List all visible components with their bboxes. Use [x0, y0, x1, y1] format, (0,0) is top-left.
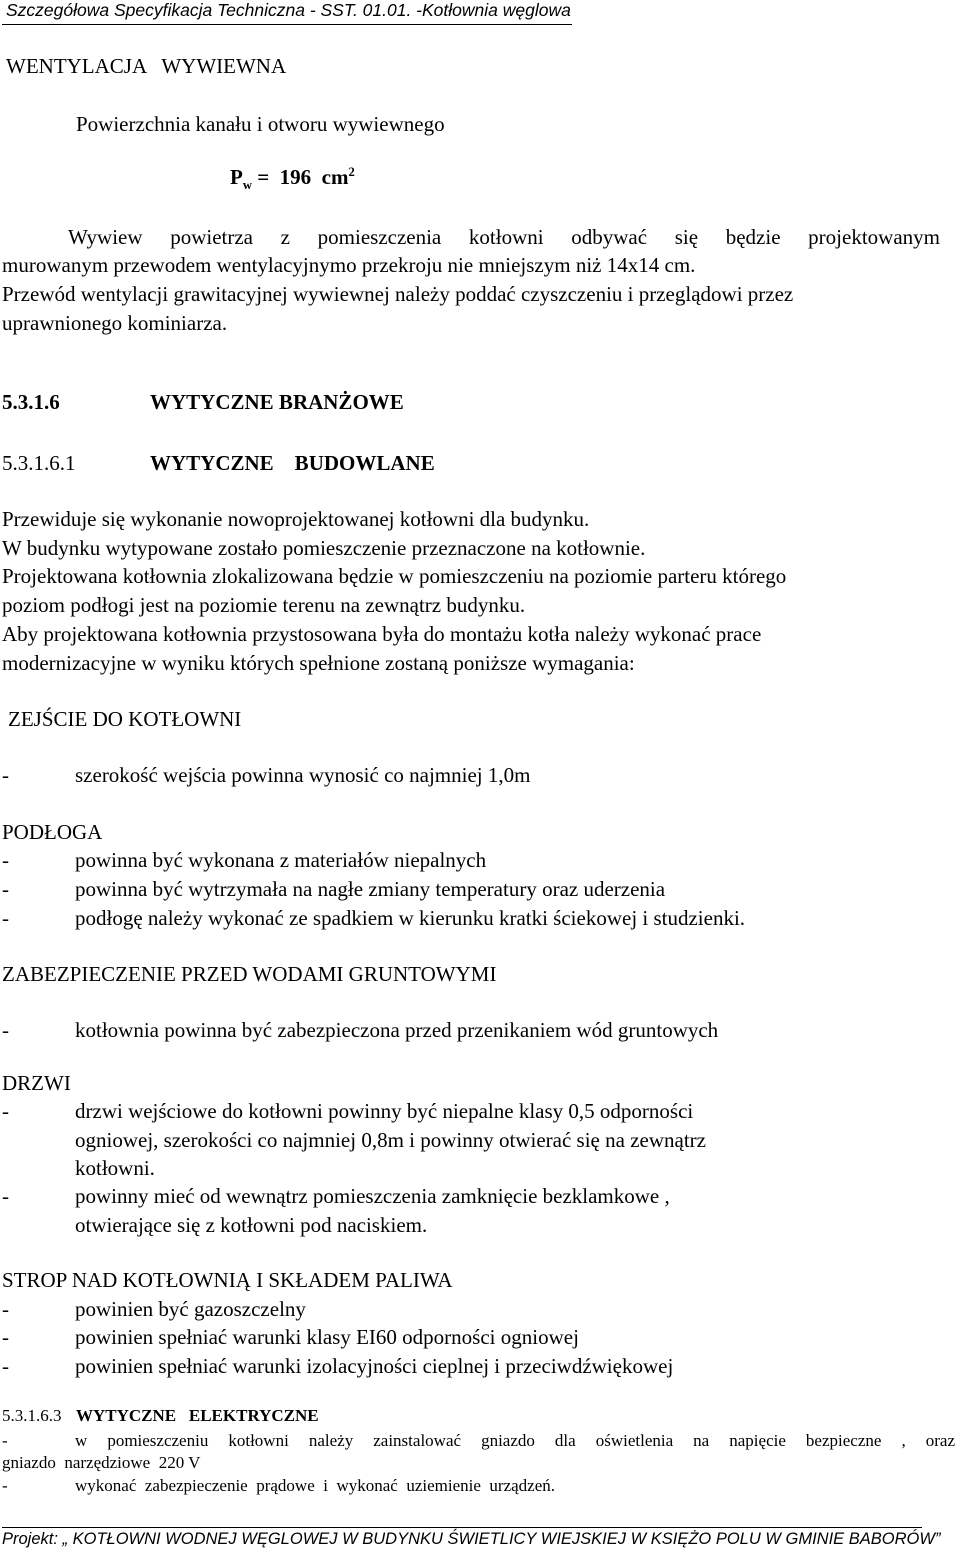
formula-unit: cm [321, 165, 349, 189]
list-dash: - [2, 1018, 9, 1042]
list-item: powinien być gazoszczelny [75, 1297, 306, 1321]
building-line: Projektowana kotłownia zlokalizowana będzie w pomieszczeniu na poziomie parteru którego [2, 564, 787, 588]
list-item: powinna być wytrzymała na nagłe zmiany temperatury oraz uderzenia [75, 877, 666, 901]
list-item: drzwi wejściowe do kotłowni powinny być niepalne klasy 0,5 odporności [75, 1099, 694, 1123]
running-footer: Projekt: „ KOTŁOWNI WODNEJ WĘGLOWEJ W BUDYNKU ŚWIETLICY WIEJSKIEJ W KSIĘŻO POLU W GMINIE BABORÓW” [2, 1530, 941, 1548]
list-item: w pomieszczeniu kotłowni należy zainstalować gniazdo dla oświetlenia na napięcie bezpieczne , oraz [75, 1431, 955, 1450]
building-line: Przewiduje się wykonanie nowoprojektowanej kotłowni dla budynku. [2, 507, 590, 531]
building-line: poziom podłogi jest na poziomie terenu na zewnątrz budynku. [2, 593, 526, 617]
list-dash: - [2, 763, 9, 787]
running-header: Szczegółowa Specyfikacja Techniczna - SST. 01.01. -Kotłownia węglowa [6, 0, 571, 20]
ventilation-line: Przewód wentylacji grawitacyjnej wywiewnej należy poddać czyszczeniu i przeglądowi przez [2, 282, 794, 306]
formula-unit-superscript: 2 [348, 165, 355, 179]
subsection-title: WYTYCZNE ELEKTRYCZNE [76, 1406, 319, 1425]
list-item: powinny mieć od wewnątrz pomieszczenia zamknięcie bezklamkowe , [75, 1184, 670, 1208]
list-dash: - [2, 1431, 8, 1450]
ventilation-line: Wywiew powietrza z pomieszczenia kotłowni odbywać się będzie projektowanym [68, 225, 940, 249]
ceiling-heading: STROP NAD KOTŁOWNIĄ I SKŁADEM PALIWA [2, 1268, 453, 1292]
list-item: kotłownia powinna być zabezpieczona przed przenikaniem wód gruntowych [75, 1018, 719, 1042]
building-line: modernizacyjne w wyniku których spełnione zostaną poniższe wymagania: [2, 651, 635, 675]
list-dash: - [2, 1325, 9, 1349]
header-rule [2, 24, 572, 25]
formula-value: 196 [279, 165, 312, 189]
ventilation-line: murowanym przewodem wentylacyjnymo przekroju nie mniejszym niż 14x14 cm. [2, 253, 696, 277]
list-dash: - [2, 1476, 8, 1495]
section-title: WYTYCZNE BRANŻOWE [150, 390, 404, 414]
list-dash: - [2, 877, 9, 901]
footer-rule [2, 1527, 922, 1528]
subsection-number: 5.3.1.6.3 [2, 1406, 62, 1425]
list-dash: - [2, 1297, 9, 1321]
list-item-continuation: gniazdo narzędziowe 220 V [2, 1453, 201, 1472]
ventilation-line: uprawnionego kominiarza. [2, 311, 228, 335]
groundwater-heading: ZABEZPIECZENIE PRZED WODAMI GRUNTOWYMI [2, 962, 497, 986]
list-item-continuation: kotłowni. [75, 1156, 155, 1180]
area-label: Powierzchnia kanału i otworu wywiewnego [76, 112, 445, 136]
list-item: szerokość wejścia powinna wynosić co najmniej 1,0m [75, 763, 531, 787]
ventilation-heading: WENTYLACJA WYWIEWNA [6, 54, 287, 78]
subsection-number: 5.3.1.6.1 [2, 451, 76, 475]
list-item-continuation: otwierające się z kotłowni pod naciskiem. [75, 1213, 428, 1237]
list-dash: - [2, 1354, 9, 1378]
formula-symbol: P [230, 165, 243, 189]
list-dash: - [2, 906, 9, 930]
list-item: powinien spełniać warunki klasy EI60 odporności ogniowej [75, 1325, 579, 1349]
formula-subscript: w [242, 178, 252, 193]
list-item: podłogę należy wykonać ze spadkiem w kierunku kratki ściekowej i studzienki. [75, 906, 746, 930]
building-line: Aby projektowana kotłownia przystosowana była do montażu kotła należy wykonać prace [2, 622, 762, 646]
building-line: W budynku wytypowane zostało pomieszczenie przeznaczone na kotłownie. [2, 536, 646, 560]
list-dash: - [2, 848, 9, 872]
list-dash: - [2, 1184, 9, 1208]
area-formula [230, 165, 355, 193]
subsection-title: WYTYCZNE BUDOWLANE [150, 451, 435, 475]
section-number: 5.3.1.6 [2, 390, 60, 414]
list-item: powinna być wykonana z materiałów niepalnych [75, 848, 487, 872]
floor-heading: PODŁOGA [2, 820, 103, 844]
list-item: wykonać zabezpieczenie prądowe i wykonać uziemienie urządzeń. [75, 1476, 556, 1495]
list-item: powinien spełniać warunki izolacyjności cieplnej i przeciwdźwiękowej [75, 1354, 674, 1378]
list-item-continuation: ogniowej, szerokości co najmniej 0,8m i powinny otwierać się na zewnątrz [75, 1128, 706, 1152]
list-dash: - [2, 1099, 9, 1123]
formula-equals: = [257, 165, 270, 189]
entrance-heading: ZEJŚCIE DO KOTŁOWNI [8, 707, 242, 731]
doors-heading: DRZWI [2, 1071, 71, 1095]
